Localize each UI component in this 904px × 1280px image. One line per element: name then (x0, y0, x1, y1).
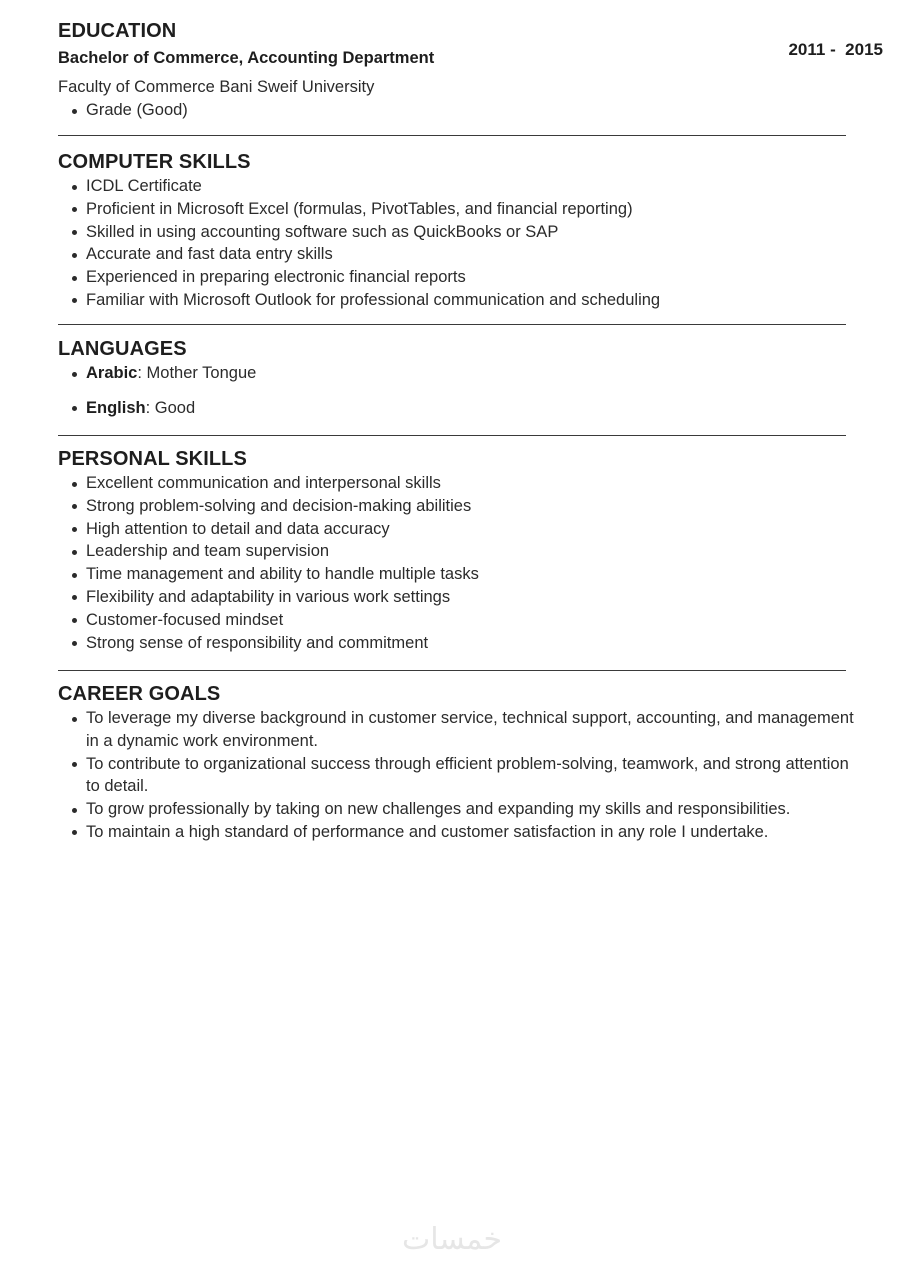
khamsat-watermark: خمسات (401, 1222, 503, 1257)
list-item: ICDL Certificate (58, 175, 846, 198)
computer-skills-heading: COMPUTER SKILLS (58, 151, 251, 173)
institution-name: Faculty of Commerce Bani Sweif University (58, 78, 375, 96)
education-section (58, 18, 883, 135)
career-goals-section (58, 671, 854, 844)
list-item: Strong sense of responsibility and commitment (58, 632, 846, 655)
list-item: Customer-focused mindset (58, 609, 846, 632)
language-item (58, 397, 846, 420)
list-item: Flexibility and adaptability in various work settings (58, 586, 846, 609)
languages-heading: LANGUAGES (58, 338, 187, 360)
language-name: Arabic (86, 364, 138, 382)
degree-title: Bachelor of Commerce, Accounting Department (58, 49, 435, 67)
language-level: : Mother Tongue (137, 364, 257, 382)
education-dates: 2011 - 2015 (788, 40, 883, 59)
education-heading: EDUCATION (58, 20, 177, 42)
computer-skills-list (58, 175, 846, 312)
language-level: : Good (145, 398, 196, 417)
list-item: Skilled in using accounting software such as QuickBooks or SAP (58, 221, 846, 244)
list-item: Strong problem-solving and decision-making abilities (58, 495, 846, 518)
career-goals-list (58, 707, 854, 844)
language-item (58, 362, 846, 385)
list-item: Time management and ability to handle multiple tasks (58, 563, 846, 586)
list-item: Proficient in Microsoft Excel (formulas, PivotTables, and financial reporting) (58, 198, 846, 221)
list-item: Grade (Good) (58, 99, 846, 122)
personal-skills-section (58, 436, 846, 670)
list-item: Excellent communication and interpersonal skills (58, 472, 846, 495)
list-item: Familiar with Microsoft Outlook for professional communication and scheduling (58, 289, 846, 312)
languages-section (58, 325, 846, 435)
education-list (58, 99, 846, 122)
languages-list (58, 362, 846, 420)
career-goals-heading: CAREER GOALS (58, 683, 221, 705)
list-item: Accurate and fast data entry skills (58, 243, 846, 266)
personal-skills-heading: PERSONAL SKILLS (58, 448, 247, 470)
computer-skills-section (58, 136, 846, 324)
list-item: To contribute to organizational success through efficient problem-solving, teamwork, and strong attention to detail. (58, 753, 856, 799)
list-item: Experienced in preparing electronic financial reports (58, 266, 846, 289)
list-item: To maintain a high standard of performance and customer satisfaction in any role I undertake. (58, 821, 856, 844)
personal-skills-list (58, 472, 846, 654)
language-name: English (86, 398, 146, 417)
list-item: To leverage my diverse background in customer service, technical support, accounting, and management in a dynamic work environment. (58, 707, 856, 753)
list-item: Leadership and team supervision (58, 540, 846, 563)
list-item: High attention to detail and data accuracy (58, 518, 846, 541)
resume-page (58, 18, 883, 844)
list-item: To grow professionally by taking on new challenges and expanding my skills and responsibilities. (58, 798, 856, 821)
